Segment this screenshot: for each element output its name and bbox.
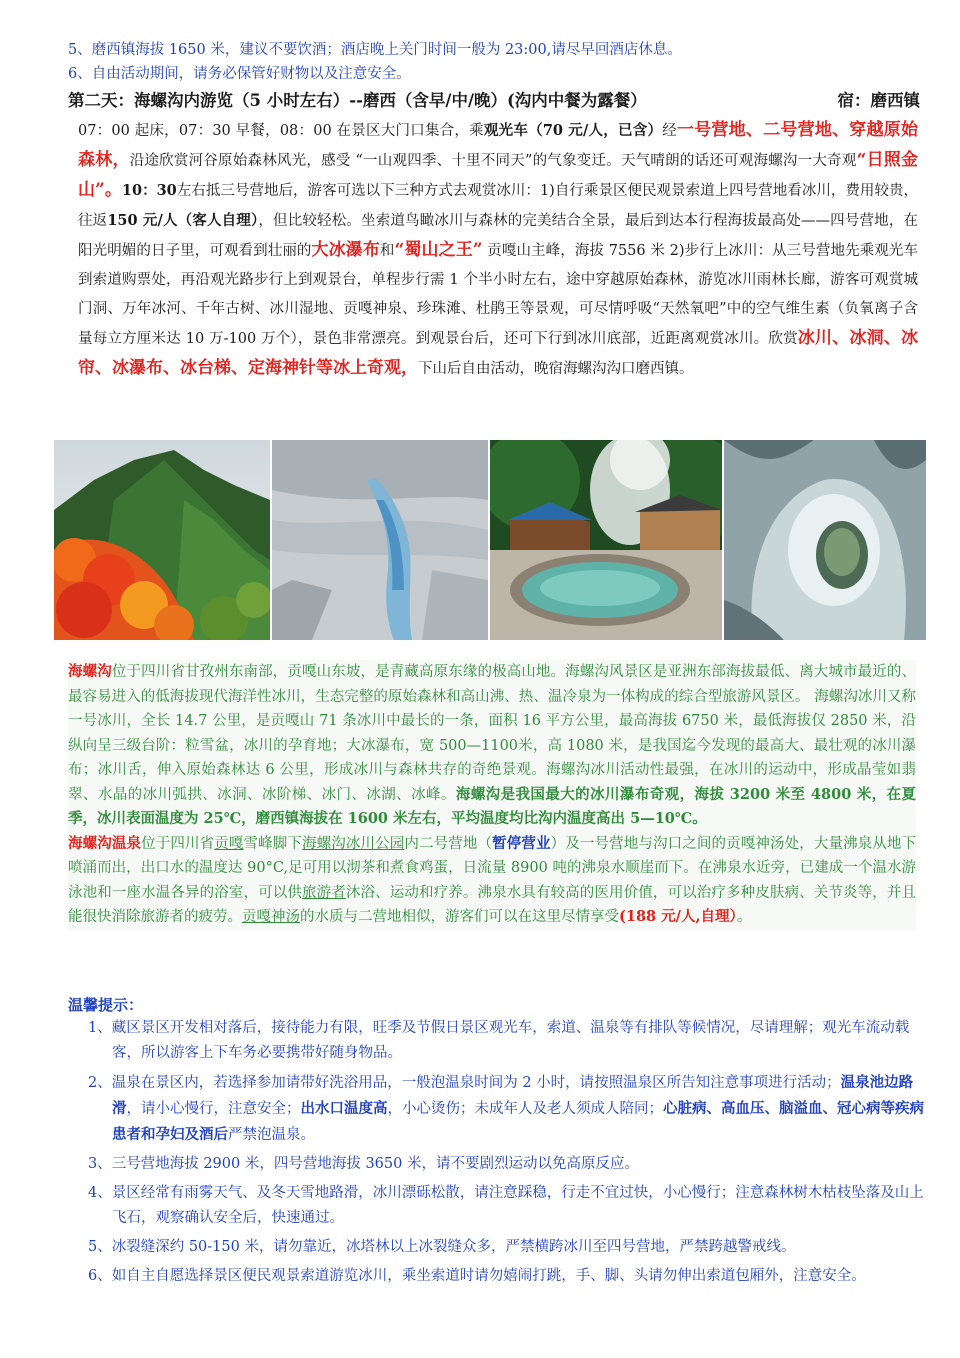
intro-text: 雪峰脚下 [243, 835, 302, 852]
day2-header [68, 88, 928, 114]
tips-list [88, 1016, 924, 1293]
tip-emphasis: 心脏病、高血压、脑溢血、冠心病等疾病患者和孕妇及酒后 [112, 1100, 924, 1143]
itinerary-time: 10：30 [121, 182, 177, 199]
intro-link[interactable]: 贡嘎神汤 [242, 909, 300, 925]
itinerary-highlight: 大冰瀑布 [311, 240, 380, 260]
tip-text: 严禁泡温泉。 [228, 1127, 315, 1143]
day2-title: 第二天：海螺沟内游览（5 小时左右）--磨西（含早/中/晚）(沟内中餐为露餐） [68, 91, 647, 110]
autumn-forest-photo [54, 440, 270, 640]
tip-item: 5、冰裂缝深约 50-150 米，请勿靠近，冰塔林以上冰裂缝众多，严禁横跨冰川至四号营地，严禁跨越警戒线。 [88, 1239, 796, 1255]
tip-item: 3、三号营地海拔 2900 米，四号营地海拔 3650 米，请不要剧烈运动以免高原反应。 [88, 1156, 639, 1172]
itinerary-highlight: 一号营地、二号营地、穿越原始森林， [78, 120, 919, 170]
intro-text: 。 [736, 909, 752, 925]
tip-item: 4、景区经常有雨雾天气、及冬天雪地路滑，冰川漂砾松散，请注意踩稳，行走不宜过快，小心慢行；注意森林树木枯枝坠落及山上飞石，观察确认安全后，快速通过。 [88, 1185, 924, 1226]
top-tips [68, 38, 928, 86]
tip-text: 2、温泉在景区内，若选择参加请带好洗浴用品，一般泡温泉时间为 2 小时，请按照温泉区所告知注意事项进行活动； [88, 1075, 841, 1091]
glacier-crevasse-photo [272, 440, 488, 640]
itinerary-text: 经 [662, 123, 677, 139]
photo-strip [54, 440, 926, 640]
tip-emphasis: 出水口温度高 [300, 1100, 388, 1117]
hot-spring-pool-photo [490, 440, 722, 640]
tip-item: 6、如自主自愿选择景区便民观景索道游览冰川，乘坐索道时请勿嬉闹打跳，手、脚、头请勿伸出索道包厢外，注意安全。 [88, 1268, 866, 1284]
itinerary-text: 沿途欣赏河谷原始森林风光，感受 “一山观四季、十里不同天”的气象变迁。天气晴朗的话还可观海螺沟一大奇观 [129, 153, 857, 169]
day2-lodging: 宿：磨西镇 [837, 91, 920, 110]
tip-item: 1、藏区景区开发相对落后，接待能力有限，旺季及节假日景区观光车，索道、温泉等有排队等候情况，尽请理解；观光车流动载客，所以游客上下车务必要携带好随身物品。 [88, 1020, 910, 1061]
tip-text: ，请小心慢行，注意安全； [126, 1101, 301, 1117]
itinerary-text: 07：00 起床，07：30 早餐，08：00 在景区大门口集合，乘 [78, 123, 484, 139]
itinerary-shuttle-price: 观光车（70 元/人，已含） [483, 122, 663, 139]
tip-line: 5、磨西镇海拔 1650 米，建议不要饮酒；酒店晚上关门时间一般为 23:00,请尽早回酒店休息。 [68, 42, 682, 58]
intro-text: 位于四川省甘孜州东南部，贡嘎山东坡，是青藏高原东缘的极高山地。海螺沟风景区是亚洲东部海拔最低、离大城市最近的、最容易进入的低海拔现代海洋性冰川，生态完整的原始森林和高山沸、热、温冷泉为一体构成的综合型旅游风景区。 海螺沟冰川又称一号冰川，全长 14.7 公里，是贡嘎山 71 条冰川中最长的一条，面积 16 平方公里，最高海拔 6750 米，最低海拔仅 2850 米，沿纵向呈三级台阶：粒雪盆，冰川的孕育地；大冰瀑布，宽 500—1100米，高 1080 米，是我国迄今发现的最高大、最壮观的冰川瀑布；冰川舌，伸入原始森林达 6 公里，形成冰川与森林共存的奇绝景观。海螺沟冰川活动性最强，在冰川的运动中，形成晶莹如翡翠、水晶的冰川弧拱、冰洞、冰阶梯、冰门、冰湖、冰峰。 [68, 664, 917, 803]
tip-item [88, 1070, 924, 1148]
intro-keyword: 海螺沟 [68, 663, 112, 680]
intro-link[interactable]: 海螺沟冰川公园 [302, 835, 405, 852]
day2-itinerary [78, 116, 918, 384]
intro-text: ）及一号营地与沟口之间的贡嘎神汤处，大量沸泉从地下喷涌而出，出口水的温度达 90°C,足可用以沏茶和煮食鸡蛋，日流量 8900 吨的沸泉水顺崖而下。在沸泉水近旁，已建成一个温水游泳池和一座水温各异的浴室，可以供 [68, 835, 917, 901]
itinerary-text: 下山后自由活动，晚宿海螺沟沟口磨西镇。 [418, 361, 694, 377]
tips-heading: 温馨提示： [68, 996, 144, 1014]
intro-text: 位于四川省 [141, 835, 215, 852]
intro-text: 内二号营地（ [404, 835, 493, 852]
itinerary-text: ，但比较轻松。坐索道鸟瞰冰川与森林的完美结合全景，最后到达本行程海拔最高处——四号营地，在阳光明媚的日子里，可观看到壮丽的 [78, 213, 919, 259]
intro-price: (188 元/人,自理） [619, 908, 737, 925]
scenic-intro [68, 660, 916, 930]
intro-bold-text: 海螺沟是我国最大的冰川瀑布奇观，海拔 3200 米至 4800 米，在夏季，冰川表面温度为 25℃，磨西镇海拔在 1600 米左右，平均温度均比沟内温度高出 5—10℃。 [68, 785, 917, 827]
itinerary-highlight: “蜀山之王” [394, 240, 483, 260]
intro-keyword: 海螺沟温泉 [68, 834, 142, 852]
intro-closed-badge: 暂停营业 [492, 834, 551, 852]
ice-cave-photo [724, 440, 926, 640]
tip-text: ，小心烫伤；未成年人及老人须成人陪同； [387, 1101, 663, 1117]
intro-text: 沐浴、运动和疗养。沸泉水具有较高的医用价值，可以治疗多种皮肤病、关节炎等，并且能很快消除旅游者的疲劳。 [68, 884, 917, 925]
itinerary-cable-price: 150 元/人（客人自理） [107, 212, 259, 229]
intro-text: 的水质与二营地相似，游客们可以在这里尽情享受 [300, 909, 619, 925]
itinerary-highlight: “日照金山”。 [78, 150, 919, 200]
intro-link[interactable]: 旅游者 [301, 884, 346, 901]
itinerary-highlight: 冰川、冰洞、冰帘、冰瀑布、冰台梯、定海神针等冰上奇观， [78, 328, 918, 378]
itinerary-text: 贡嘎山主峰，海拔 7556 米 2)步行上冰川：从三号营地先乘观光车到索道购票处，再沿观光路步行上到观景台，单程步行需 1 个半小时左右，途中穿越原始森林，游览冰川雨林长廊，游客可观赏城门洞、万年冰河、千年古树、冰川湿地、贡嘎神泉、珍珠滩、杜鹃王等景观，可尽情呼吸“天然氧吧”中的空气维生素（负氧离子含量每立方厘米达 10 万-100 万个），景色非常漂亮。到观景台后，还可下行到冰川底部，近距离观赏冰川。欣赏 [78, 243, 919, 347]
intro-link[interactable]: 贡嘎 [214, 835, 244, 852]
tip-emphasis: 温泉池边路滑 [112, 1074, 914, 1117]
tip-line: 6、自由活动期间，请务必保管好财物以及注意安全。 [68, 66, 411, 82]
itinerary-text: 左右抵三号营地后，游客可选以下三种方式去观赏冰川：1)自行乘景区便民观景索道上四号营地看冰川，费用较贵，往返 [78, 183, 918, 229]
itinerary-text: 和 [379, 243, 395, 259]
